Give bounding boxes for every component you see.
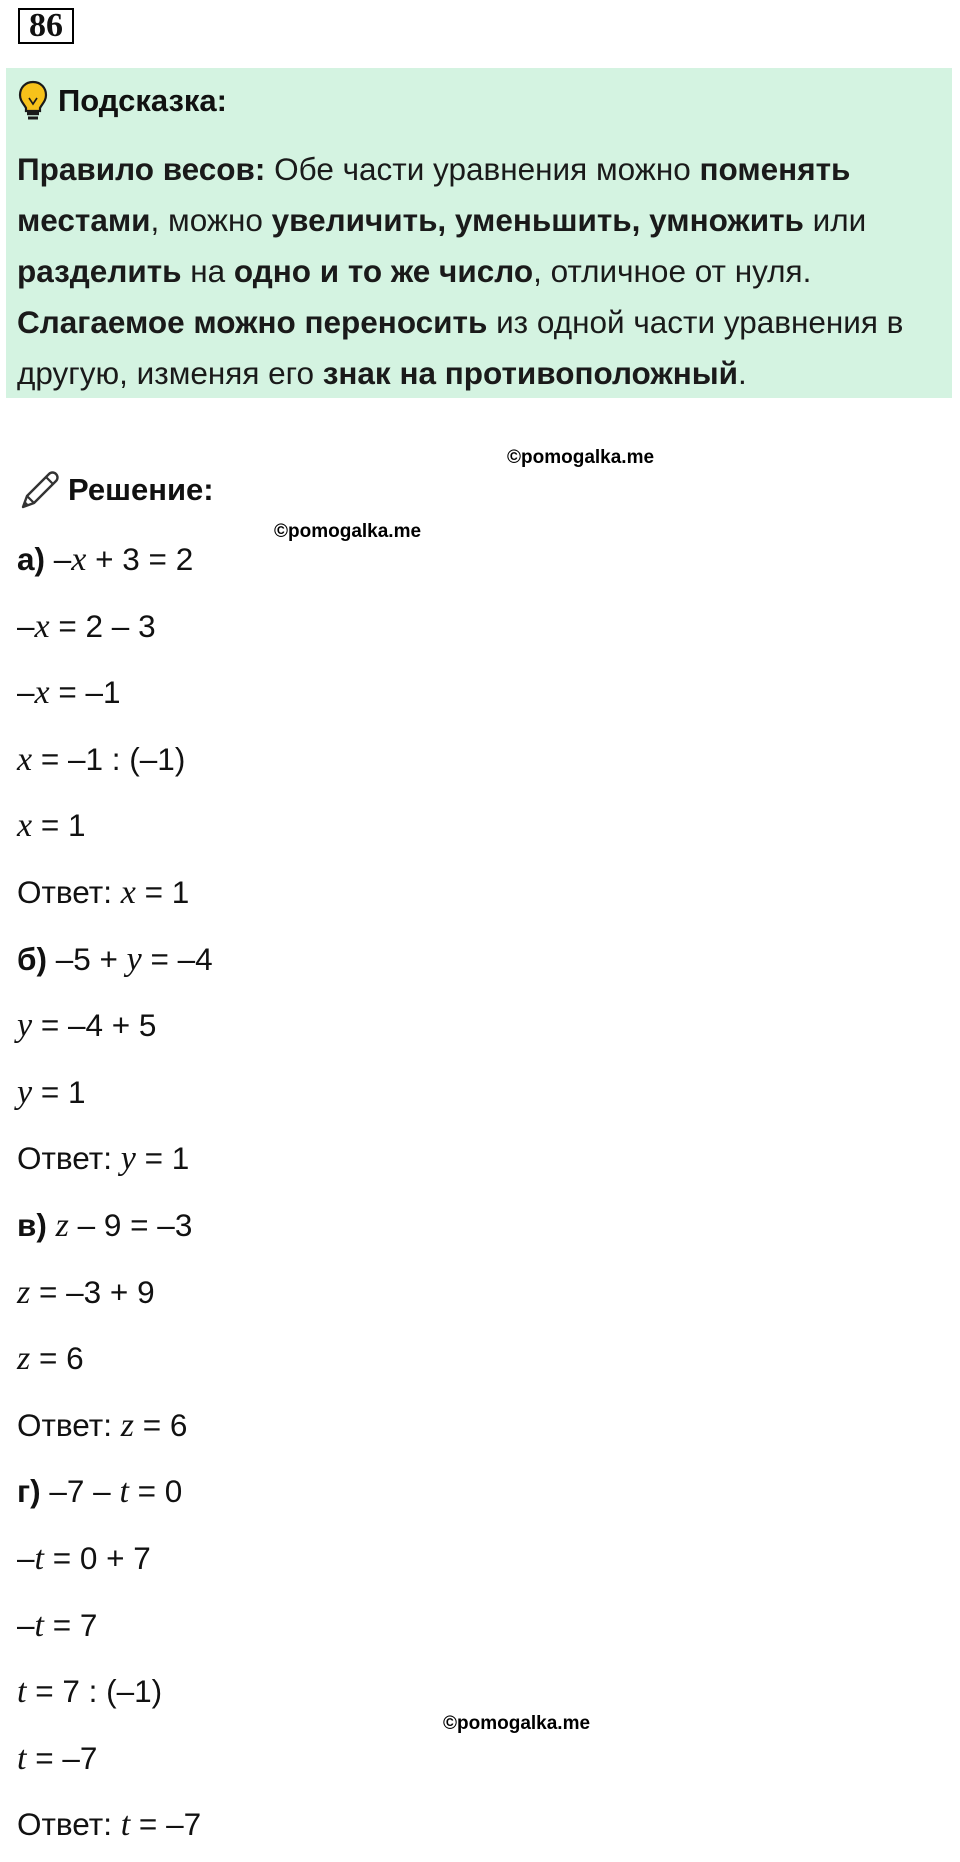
solution-lines: [17, 530, 937, 1862]
equation-prefix: Ответ:: [17, 1406, 121, 1443]
variable: t: [34, 1606, 44, 1644]
equation-line: [17, 1063, 937, 1130]
watermark: ©pomogalka.me: [507, 447, 655, 468]
equation-prefix: –5 +: [46, 940, 127, 977]
hint-text: Правило весов: Обе части уравнения можно поменять местами, можно увеличить, уменьшить, умножить или разделить на одно и то же число, отличное от нуля. Слагаемое можно переносить из одной части уравнения в другую, изменяя его знак на противоположный.: [17, 151, 904, 391]
variable: y: [17, 1007, 33, 1045]
equation-rest: = 1: [135, 873, 190, 910]
equation-line: [17, 1529, 937, 1596]
solution-header: [18, 466, 214, 514]
lightbulb-icon: [18, 80, 48, 122]
variable: z: [17, 1340, 31, 1378]
equation-rest: + 3 = 2: [86, 541, 194, 577]
equation-rest: – 9 = –3: [68, 1206, 193, 1243]
equation-prefix: –: [45, 541, 72, 577]
equation-line: [17, 1795, 937, 1862]
equation-rest: = –1: [49, 674, 121, 711]
variable: x: [17, 807, 33, 845]
equation-line: [17, 663, 937, 730]
equation-rest: = –4: [141, 940, 213, 977]
equation-rest: = 7: [43, 1606, 98, 1643]
watermark: ©pomogalka.me: [274, 521, 422, 542]
equation-prefix: –: [17, 674, 35, 711]
hint-title: Подсказка:: [58, 83, 227, 118]
hint-header: [18, 76, 227, 126]
variable: x: [17, 740, 33, 778]
variable: y: [120, 1140, 136, 1178]
equation-rest: = 6: [30, 1340, 84, 1377]
equation-rest: = –7: [130, 1806, 202, 1843]
equation-rest: = 2 – 3: [49, 607, 156, 644]
equation-line: [17, 1263, 937, 1330]
equation-prefix: Ответ:: [17, 873, 121, 910]
task-number: 86: [18, 8, 74, 44]
equation-rest: = 7 : (–1): [26, 1673, 163, 1710]
equation-line: [17, 1329, 937, 1396]
variable: z: [17, 1273, 31, 1311]
equation-prefix: –: [17, 607, 35, 644]
equation-rest: = 6: [133, 1406, 188, 1443]
variable: z: [55, 1206, 69, 1244]
part-label: б): [17, 940, 47, 977]
hint-rule-name: Правило весов:: [17, 151, 266, 187]
solution-title: Решение:: [68, 472, 214, 507]
equation-line: [17, 1396, 937, 1463]
equation-rest: = –4 + 5: [32, 1007, 157, 1044]
part-label: а): [17, 541, 46, 577]
equation-prefix: Ответ:: [17, 1806, 121, 1843]
equation-line-part-start: [17, 1462, 937, 1529]
watermark: ©pomogalka.me: [443, 1713, 591, 1734]
equation-line: [17, 996, 937, 1063]
variable: t: [119, 1473, 129, 1511]
variable: x: [34, 607, 50, 645]
equation-line: [17, 730, 937, 797]
equation-line: [17, 1729, 937, 1796]
equation-rest: = 1: [32, 807, 86, 844]
variable: y: [17, 1073, 33, 1111]
equation-rest: = –3 + 9: [30, 1273, 155, 1310]
pencil-icon: [18, 468, 62, 512]
variable: z: [120, 1406, 134, 1444]
equation-line: [17, 863, 937, 930]
equation-rest: = –1 : (–1): [32, 740, 186, 777]
variable: t: [17, 1673, 27, 1711]
equation-line-part-start: [17, 1196, 937, 1263]
equation-prefix: –: [17, 1606, 35, 1643]
variable: t: [120, 1806, 131, 1844]
equation-line: [17, 1129, 937, 1196]
equation-line: [17, 597, 937, 664]
variable: t: [17, 1739, 27, 1777]
equation-rest: = 0 + 7: [43, 1539, 151, 1576]
equation-prefix: –: [17, 1539, 35, 1576]
equation-line: [17, 1596, 937, 1663]
equation-prefix: [47, 1207, 56, 1243]
part-label: в): [17, 1206, 47, 1243]
variable: y: [126, 940, 142, 978]
equation-rest: = –7: [26, 1739, 98, 1776]
variable: x: [34, 674, 50, 712]
hint-box: [6, 68, 952, 398]
equation-line: [17, 796, 937, 863]
variable: x: [71, 541, 87, 578]
equation-rest: = 1: [32, 1073, 86, 1110]
part-label: г): [17, 1473, 41, 1510]
equation-line-part-start: [17, 530, 937, 597]
equation-prefix: Ответ:: [17, 1140, 121, 1177]
equation-line-part-start: [17, 930, 937, 997]
equation-prefix: –7 –: [40, 1473, 120, 1510]
variable: x: [120, 873, 136, 911]
variable: t: [34, 1539, 44, 1577]
equation-rest: = 1: [135, 1140, 190, 1177]
equation-rest: = 0: [128, 1473, 183, 1510]
